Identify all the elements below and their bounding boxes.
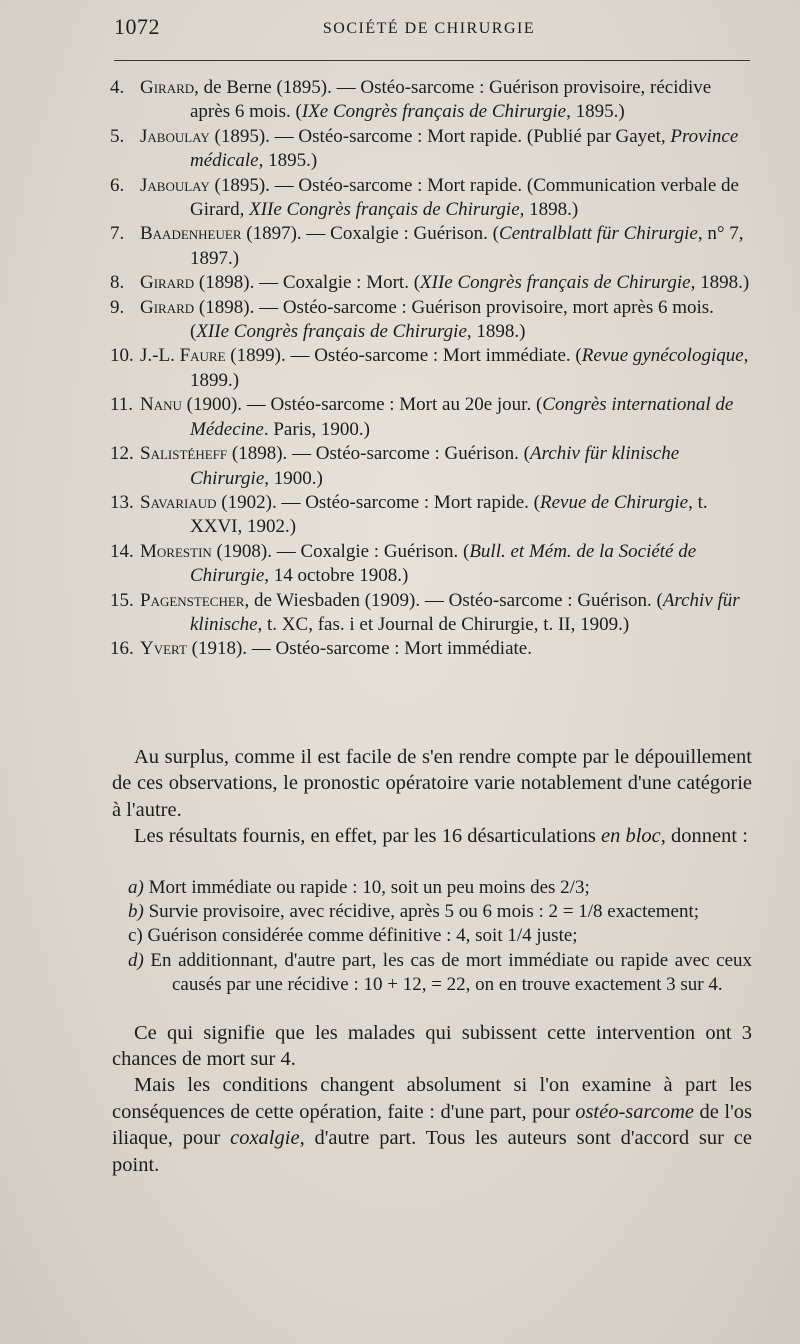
reference-list <box>110 76 752 662</box>
list-item: c) Guérison considérée comme définitive : 4, soit 1/4 juste; <box>128 925 578 947</box>
list-item: b) Survie provisoire, avec récidive, après 5 ou 6 mois : 2 = 1/8 exactement; <box>128 901 700 923</box>
source-title: Province médicale <box>190 125 739 172</box>
author-name: Pagenstecher <box>140 589 245 611</box>
reference-item: 12. Salistéheff (1898). — Ostéo-sarcome : Guérison. (Archiv für klinische Chirurgie, 1900.) <box>110 443 680 489</box>
author-name: Jaboulay <box>140 174 210 196</box>
page-header <box>110 14 748 44</box>
author-name: Yvert <box>140 638 187 660</box>
author-name: Girard <box>140 272 195 294</box>
reference-item: 9. Girard (1898). — Ostéo-sarcome : Guérison provisoire, mort après 6 mois. (XIIe Congrès français de Chirurgie, 1898.) <box>110 296 714 343</box>
reference-item: 6. Jaboulay (1895). — Ostéo-sarcome : Mort rapide. (Communication verbale de Girard, XIIe Congrès français de Chirurgie, 1898.) <box>110 174 739 221</box>
paragraph: Au surplus, comme il est facile de s'en rendre compte par le dépouillement de ces observations, le pronostic opératoire varie notablement d'une catégorie à l'autre. <box>112 746 752 821</box>
author-name: Girard <box>140 77 195 98</box>
source-title: Congrès international de Médecine <box>190 394 734 440</box>
author-name: Salistéheff <box>140 443 228 465</box>
reference-item: 5. Jaboulay (1895). — Ostéo-sarcome : Mort rapide. (Publié par Gayet, Province médicale, 1895.) <box>110 125 739 172</box>
paragraph: Ce qui signifie que les malades qui subissent cette intervention ont 3 chances de mort sur 4. <box>112 1021 752 1071</box>
author-name: Morestin <box>140 540 212 562</box>
source-title: Archiv für klinische <box>190 589 740 635</box>
author-name: Baadenheuer <box>140 223 242 245</box>
source-title: IXe Congrès français de Chirurgie <box>301 101 567 123</box>
source-title: Centralblatt für Chirurgie <box>499 223 698 245</box>
reference-item: 14. Morestin (1908). — Coxalgie : Guérison. (Bull. et Mém. de la Société de Chirurgie, 14 octobre 1908.) <box>110 540 697 587</box>
source-title: XIIe Congrès français de Chirurgie <box>196 321 467 343</box>
reference-item: 13. Savariaud (1902). — Ostéo-sarcome : Mort rapide. (Revue de Chirurgie, t. XXVI, 1902.) <box>110 491 708 538</box>
author-name: Girard <box>140 296 195 318</box>
source-title: Bull. et Mém. de la Société de Chirurgie <box>190 540 697 587</box>
author-name: J.-L. Faure <box>140 345 226 367</box>
reference-item: 15. Pagenstecher, de Wiesbaden (1909). — Ostéo-sarcome : Guérison. (Archiv für klinische, t. XC, fas. i et Journal de Chirurgie, t. II, 1909.) <box>110 589 740 635</box>
reference-item: 11. Nanu (1900). — Ostéo-sarcome : Mort au 20e jour. (Congrès international de Médecine. Paris, 1900.) <box>110 394 734 440</box>
paragraph: Les résultats fournis, en effet, par les 16 désarticulations en bloc, donnent : <box>134 825 748 848</box>
list-item: a) Mort immédiate ou rapide : 10, soit un peu moins des 2/3; <box>128 876 590 898</box>
page-number: 1072 <box>114 14 160 39</box>
author-name: Jaboulay <box>140 125 210 147</box>
result-list <box>112 876 752 998</box>
author-name: Savariaud <box>140 491 217 513</box>
author-name: Nanu <box>140 394 182 416</box>
source-title: XIIe Congrès français de Chirurgie <box>249 199 520 221</box>
reference-item: 16. Yvert (1918). — Ostéo-sarcome : Mort immédiate. <box>110 638 532 660</box>
body-text <box>112 744 752 1178</box>
source-title: Revue de Chirurgie <box>539 491 689 513</box>
reference-item: 7. Baadenheuer (1897). — Coxalgie : Guérison. (Centralblatt für Chirurgie, n° 7, 1897.) <box>110 223 744 269</box>
reference-item: 4. Girard, de Berne (1895). — Ostéo-sarcome : Guérison provisoire, récidive après 6 mois. (IXe Congrès français de Chirurgie, 1895.) <box>110 77 712 123</box>
reference-item: 10. J.-L. Faure (1899). — Ostéo-sarcome : Mort immédiate. (Revue gynécologique, 1899.) <box>110 345 749 391</box>
reference-item: 8. Girard (1898). — Coxalgie : Mort. (XIIe Congrès français de Chirurgie, 1898.) <box>110 272 750 294</box>
list-item: d) En additionnant, d'autre part, les cas de mort immédiate ou rapide avec ceux causés par une récidive : 10 + 12, = 22, on en trouve exactement 3 sur 4. <box>128 949 752 996</box>
paragraph: Mais les conditions changent absolument si l'on examine à part les conséquences de cette opération, faite : d'une part, pour ostéo-sarcome de l'os iliaque, pour coxalgie, d'autre part. Tous les auteurs sont d'accord sur ce point. <box>112 1074 752 1176</box>
running-head: SOCIÉTÉ DE CHIRURGIE <box>322 20 536 37</box>
source-title: XIIe Congrès français de Chirurgie <box>420 272 691 294</box>
source-title: Revue gynécologique <box>581 345 744 367</box>
source-title: Archiv für klinische Chirurgie <box>190 443 680 489</box>
header-rule <box>114 60 750 61</box>
